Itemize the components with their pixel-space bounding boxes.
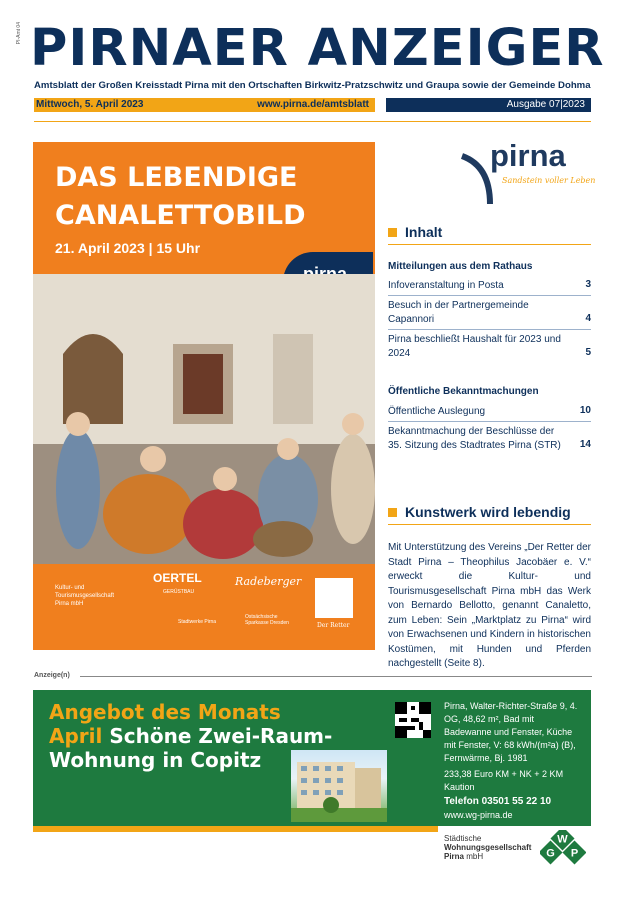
wgp-name: Städtische Wohnungsgesellschaft Pirna mbH <box>444 834 532 861</box>
inhalt-rule <box>388 244 591 245</box>
kunstwerk-heading: Kunstwerk wird lebendig <box>388 504 571 520</box>
logo-sparkasse: Ostsächsische Sparkasse Dresden <box>245 614 289 626</box>
ad-headline-1: Angebot des Monats <box>49 700 281 724</box>
poster-sponsor-logos <box>33 564 375 650</box>
anzeige-label: Anzeige(n) <box>34 672 70 679</box>
logo-retter-mark <box>315 578 353 618</box>
toc-item[interactable]: Infoveranstaltung in Posta <box>388 280 504 291</box>
square-bullet-icon <box>388 508 397 517</box>
wgp-letter-g: G <box>546 847 555 860</box>
toc-item[interactable]: Öffentliche Auslegung <box>388 406 486 417</box>
toc-group-rathaus: Mitteilungen aus dem Rathaus <box>388 261 533 272</box>
poster-date: 21. April 2023 | 15 Uhr <box>55 240 201 256</box>
pirna-logo-text: pirna <box>490 138 566 173</box>
costume-photo-illustration <box>33 274 375 564</box>
wgp-logo <box>444 828 594 876</box>
logo-tourismus: Kultur- und Tourismusgesellschaft Pirna mbH <box>55 585 115 607</box>
toc-item[interactable]: Besuch in der Partnergemeinde Capannori <box>388 300 529 325</box>
ad-price: 233,38 Euro KM + NK + 2 KM Kaution <box>444 769 564 792</box>
wgp-letter-w: W <box>557 833 568 846</box>
side-note: PI-Amt 04 <box>16 22 22 45</box>
toc-divider <box>388 295 591 296</box>
ad-phone[interactable]: Telefon 03501 55 22 10 <box>444 796 552 807</box>
toc-page: 14 <box>579 439 591 450</box>
pirna-logo-slogan: Sandstein voller Leben <box>502 176 596 185</box>
issue-bar <box>386 98 591 112</box>
canaletto-poster <box>33 142 375 650</box>
pirna-logo <box>460 138 600 208</box>
toc-item[interactable]: Bekanntmachung der Beschlüsse der 35. Sitzung des Stadtrates Pirna (STR) <box>388 426 561 451</box>
masthead-subtitle: Amtsblatt der Großen Kreisstadt Pirna mit den Ortschaften Birkwitz-Pratzschwitz und Graupa sowie der Gemeinde Dohma <box>34 80 591 91</box>
ad-headline-2: April Schöne Zwei-Raum- <box>49 724 333 748</box>
toc-group-bekanntmachungen: Öffentliche Bekanntmachungen <box>388 386 539 397</box>
masthead-title: PIRNAER ANZEIGER <box>30 19 605 78</box>
square-bullet-icon <box>388 228 397 237</box>
ad-headline-3: Wohnung in Copitz <box>49 748 262 772</box>
wgp-diamond-icon <box>540 830 586 874</box>
amtsblatt-url[interactable]: www.pirna.de/amtsblatt <box>257 99 369 110</box>
logo-oertel: OERTEL <box>153 571 202 585</box>
inhalt-heading: Inhalt <box>388 224 442 240</box>
poster-title-line1: DAS LEBENDIGE <box>55 162 298 193</box>
header-divider <box>34 121 591 122</box>
logo-stadtwerke: Stadtwerke Pirna <box>178 619 217 625</box>
ad-orange-strip <box>33 826 438 832</box>
toc-page: 5 <box>585 347 591 358</box>
ad-website[interactable]: www.wg-pirna.de <box>444 810 513 820</box>
issue-date: Mittwoch, 5. April 2023 <box>36 99 144 110</box>
ad-apartment-info: Pirna, Walter-Richter-Straße 9, 4. OG, 48,62 m², Bad mit Badewanne und Fenster, Küche mit Fenster, V: 68 kWh/(m²a) (B), Fernwärme, Bj. 1981 <box>444 701 578 763</box>
logo-retter: Der Retter <box>317 622 350 629</box>
kunstwerk-text: Mit Unterstützung des Vereins „Der Retter der Stadt Pirna – Theophilus Jacobäer e. V.“ erweckt die Kultur- und Tourismusgesellschaft Pirna mbH das Werk von Bernardo Bellotto, genannt Canaletto, zum Leben: Sein „Marktplatz zu Pirna“ wird von Erwachsenen und Kindern in historischen Kostümen, mit Hunden und Pferden nachgestellt (Seite 8). <box>388 542 591 669</box>
wgp-letter-p: P <box>570 847 579 860</box>
date-bar <box>34 98 375 112</box>
toc-item[interactable]: Pirna beschließt Haushalt für 2023 und 2024 <box>388 334 561 359</box>
logo-radeberger: Radeberger <box>235 575 302 588</box>
qr-code-icon[interactable] <box>395 702 431 738</box>
kunstwerk-rule <box>388 524 591 525</box>
anzeige-rule <box>80 676 592 677</box>
wohnung-ad <box>33 690 591 826</box>
toc-page: 4 <box>585 313 591 324</box>
toc-divider <box>388 421 591 422</box>
toc-page: 3 <box>585 279 591 290</box>
costume-photo <box>33 274 375 564</box>
toc-page: 10 <box>579 405 591 416</box>
logo-oertel-sub: GERÜSTBAU <box>163 589 195 595</box>
issue-number: Ausgabe 07|2023 <box>506 99 585 110</box>
apartment-building-photo <box>291 750 387 822</box>
poster-title-line2: CANALETTOBILD <box>55 200 306 231</box>
toc-divider <box>388 329 591 330</box>
